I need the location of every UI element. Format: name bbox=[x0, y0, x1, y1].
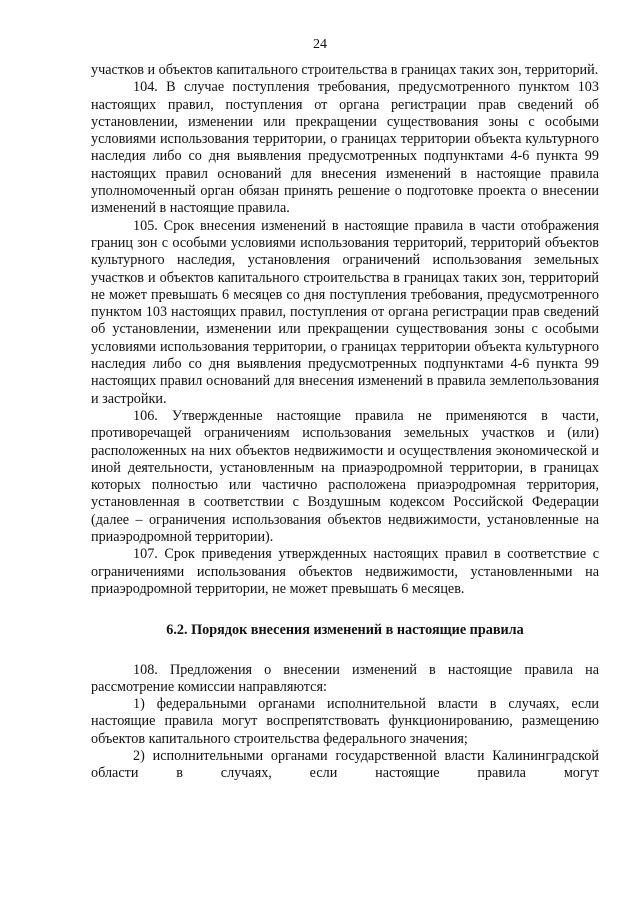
paragraph-108-item-2: 2) исполнительными органами государственной власти Калининградской области в случаях, если настоящие правила могут bbox=[91, 747, 599, 782]
section-title: 6.2. Порядок внесения изменений в настоящие правила bbox=[166, 622, 524, 639]
paragraph-104: 104. В случае поступления требования, предусмотренного пунктом 103 настоящих правил, поступления от органа регистрации прав сведений об установлении, изменении или прекращении существования зоны с особыми условиями использования территории, о границах территории объекта культурного наследия либо со дня выявления предусмотренных подпунктами 4-6 пункта 99 настоящих правил оснований для внесения изменений в настоящие правила уполномоченный орган обязан принять решение о подготовке проекта о внесении изменений в настоящие правила. bbox=[91, 79, 599, 217]
page-number: 24 bbox=[313, 37, 327, 52]
paragraph-105: 105. Срок внесения изменений в настоящие правила в части отображения границ зон с особыми условиями использования территорий, территорий объектов культурного наследия, установления ограничений использования земельных участков и объектов капитального строительства в границах таких зон, территорий не может превышать 6 месяцев со дня поступления требования, предусмотренного пунктом 103 настоящих правил, поступления от органа регистрации прав сведений об установлении, изменении или прекращении существования зоны с особыми условиями использования территории, о границах территории объекта культурного наследия либо со дня выявления предусмотренных подпунктами 4-6 пункта 99 настоящих правил оснований для внесения изменений в правила землепользования и застройки. bbox=[91, 217, 599, 407]
paragraph-107: 107. Срок приведения утвержденных настоящих правил в соответствие с ограничениями использования объектов недвижимости, установленными на приаэродромной территории, не может превышать 6 месяцев. bbox=[91, 546, 599, 597]
paragraph-108-item-1: 1) федеральными органами исполнительной власти в случаях, если настоящие правила могут воспрепятствовать функционированию, размещению объектов капитального строительства федерального значения; bbox=[91, 696, 599, 747]
paragraph-continued: участков и объектов капитального строительства в границах таких зон, территорий. bbox=[91, 62, 599, 78]
document-body bbox=[91, 62, 599, 783]
paragraph-108: 108. Предложения о внесении изменений в настоящие правила на рассмотрение комиссии направляются: bbox=[91, 661, 599, 695]
paragraph-106: 106. Утвержденные настоящие правила не применяются в части, противоречащей ограничениям использования земельных участков и (или) расположенных на них объектов недвижимости и осуществления экономической и иной деятельности, установленным на приаэродромной территории, в границах которых полностью или частично расположена приаэродромная территория, установленная в соответствии с Воздушным кодексом Российской Федерации (далее – ограничения использования объектов недвижимости, установленные на приаэродромной территории). bbox=[91, 407, 599, 546]
